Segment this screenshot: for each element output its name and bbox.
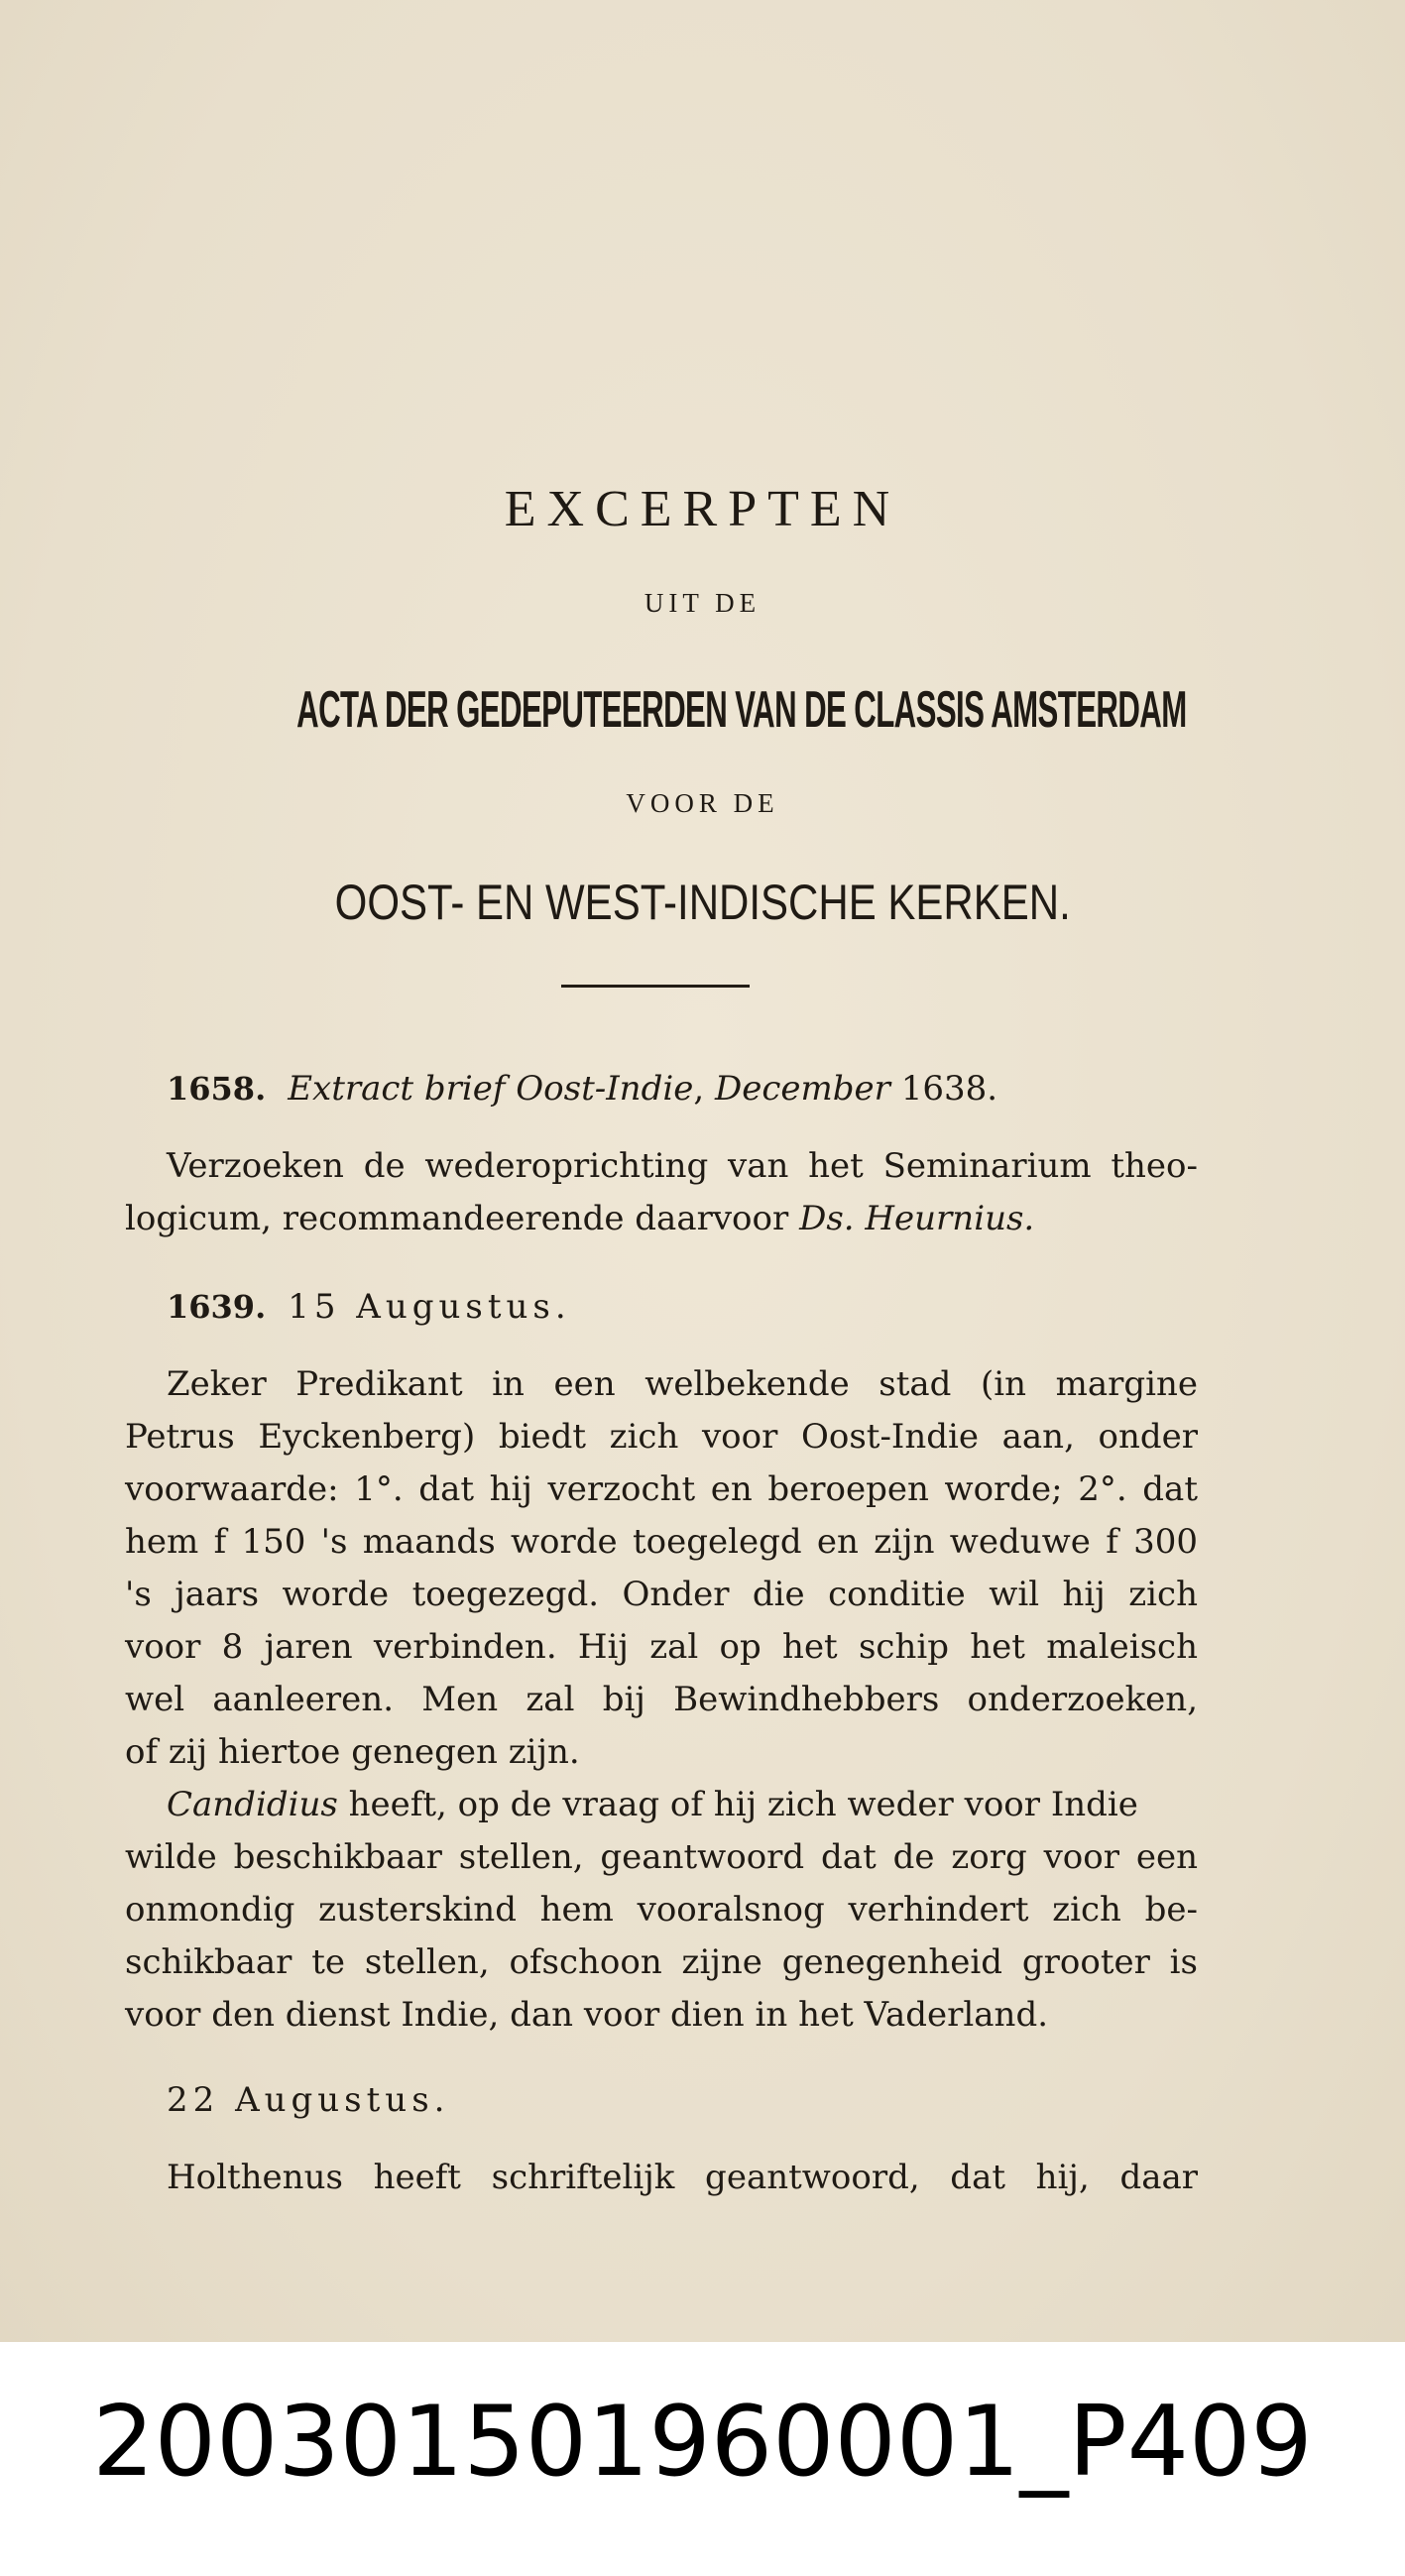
text-line: 's jaars worde toegezegd. Onder die conditie wil hij zich [125,1575,1198,1614]
heading-kerken-text: OOST- EN WEST-INDISCHE KERKEN. [334,875,1071,930]
entry-heading-month: December [714,1069,890,1109]
text-line-mixed [125,1193,1034,1245]
entry-year: 1658. [167,1070,267,1108]
entry-year: 1639. [167,1288,267,1326]
subtitle-uit-de: UIT DE [644,588,761,618]
entry-date: 22 Augustus. [167,2080,450,2120]
text-line-mixed [167,1779,1198,1831]
text-line: schikbaar te stellen, ofschoon zijne genegenheid grooter is [125,1942,1198,1982]
entry-heading-sep: , [693,1069,705,1109]
text-line: voor den dienst Indie, dan voor dien in het Vaderland. [125,1995,1049,2035]
text-line: of zij hiertoe genegen zijn. [125,1732,580,1772]
divider-rule [561,985,750,988]
text-line: onmondig zusterskind hem vooralsnog verhindert zich be- [125,1890,1198,1930]
text-fragment: logicum, recommandeerende daarvoor [125,1199,789,1238]
text-line: Petrus Eyckenberg) biedt zich voor Oost-Indie aan, onder [125,1417,1198,1457]
heading-acta [0,674,1405,746]
text-line: wel aanleeren. Men zal bij Bewindhebbers onderzoeken, [125,1680,1198,1719]
entry-heading-italic: Extract brief Oost-Indie [288,1069,694,1109]
text-line: Zeker Predikant in een welbekende stad (in margine [167,1364,1198,1404]
text-line: voorwaarde: 1°. dat hij verzocht en beroepen worde; 2°. dat [125,1469,1198,1509]
heading-kerken [0,871,1405,934]
text-line: voor 8 jaren verbinden. Hij zal op het schip het maleisch [125,1627,1198,1667]
text-line: hem f 150 's maands worde toegelegd en zijn weduwe f 300 [125,1522,1198,1562]
text-line: wilde beschikbaar stellen, geantwoord dat de zorg voor een [125,1837,1198,1877]
text-fragment-italic: Ds. Heurnius. [799,1199,1035,1238]
entry-heading-year: 1638. [900,1069,998,1109]
text-fragment-italic: Candidius [167,1785,338,1824]
entry-heading-1658 [167,1063,997,1115]
entry-heading-1639 [167,1281,571,1334]
text-fragment: heeft, op de vraag of hij zich weder voor Indie [337,1785,1138,1824]
subtitle-voor-de: VOOR DE [626,788,779,818]
page-title: EXCERPTEN [504,481,901,537]
text-line: Verzoeken de wederoprichting van het Seminarium theo- [167,1146,1198,1186]
text-line: Holthenus heeft schriftelijk geantwoord, dat hij, daar [167,2158,1198,2197]
page-identifier: 20030150196000​1_P409 [92,2386,1313,2499]
entry-date: 15 Augustus. [288,1287,571,1327]
heading-acta-text: ACTA DER GEDEPUTEERDEN VAN DE CLASSIS AMSTERDAM [296,681,1187,739]
